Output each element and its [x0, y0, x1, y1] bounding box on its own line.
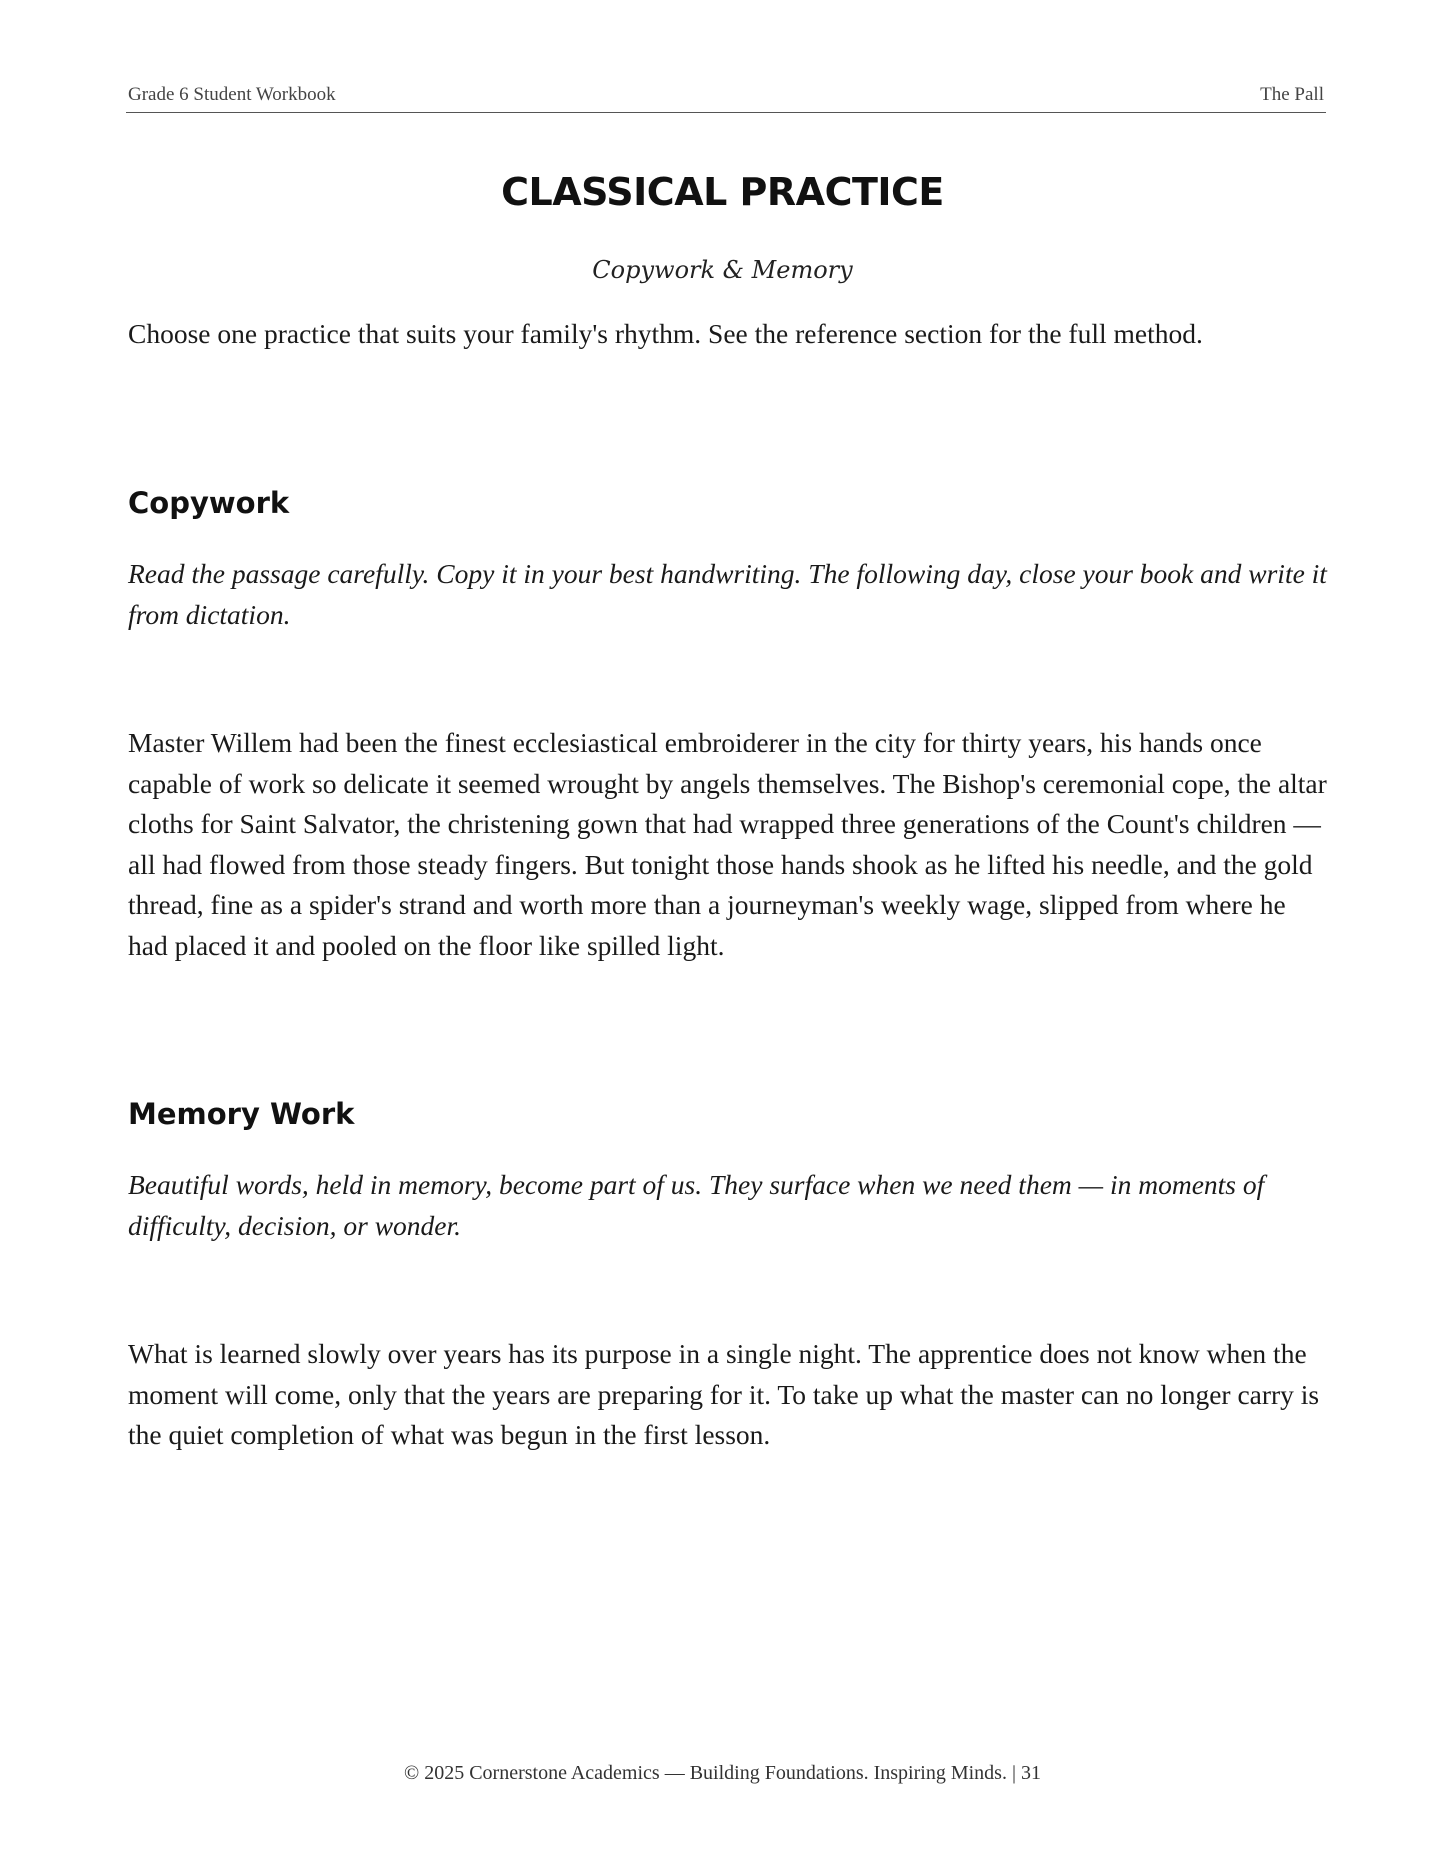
page-subtitle: Copywork & Memory: [592, 256, 853, 284]
copywork-passage-block: [128, 723, 1328, 966]
intro-block: [128, 314, 1328, 355]
intro-paragraph: Choose one practice that suits your family's rhythm. See the reference section for the full method.: [128, 318, 1203, 349]
memory-instruction: Beautiful words, held in memory, become part of us. They surface when we need them — in moments of difficulty, decision, or wonder.: [128, 1169, 1265, 1241]
header-workbook-label: Grade 6 Student Workbook: [128, 84, 336, 105]
copywork-instruction: Read the passage carefully. Copy it in your best handwriting. The following day, close your book and write it from dictation.: [128, 558, 1327, 630]
copywork-section: [128, 486, 1328, 520]
memory-instruction-block: [128, 1165, 1328, 1246]
page-footer: © 2025 Cornerstone Academics — Building Foundations. Inspiring Minds. | 31: [404, 1762, 1041, 1784]
memory-passage-block: [128, 1334, 1328, 1456]
copywork-instruction-block: [128, 554, 1328, 635]
copywork-heading: Copywork: [128, 486, 290, 520]
memory-heading: Memory Work: [128, 1097, 355, 1131]
page-title: CLASSICAL PRACTICE: [501, 170, 944, 214]
memory-passage: What is learned slowly over years has its purpose in a single night. The apprentice does not know when the moment will come, only that the years are preparing for it. To take up what the master can no longer carry is the quiet completion of what was begun in the first lesson.: [128, 1338, 1320, 1450]
page-header: [126, 84, 1326, 113]
header-chapter-label: The Pall: [1260, 84, 1324, 105]
copywork-passage: Master Willem had been the finest ecclesiastical embroiderer in the city for thirty years, his hands once capable of work so delicate it seemed wrought by angels themselves. The Bishop's ceremonial cope, the altar cloths for Saint Salvator, the christening gown that had wrapped three generations of the Count's children — all had flowed from those steady fingers. But tonight those hands shook as he lifted his needle, and the gold thread, fine as a spider's strand and worth more than a journeyman's weekly wage, slipped from where he had placed it and pooled on the floor like spilled light.: [128, 727, 1327, 961]
memory-section: [128, 1097, 1328, 1131]
